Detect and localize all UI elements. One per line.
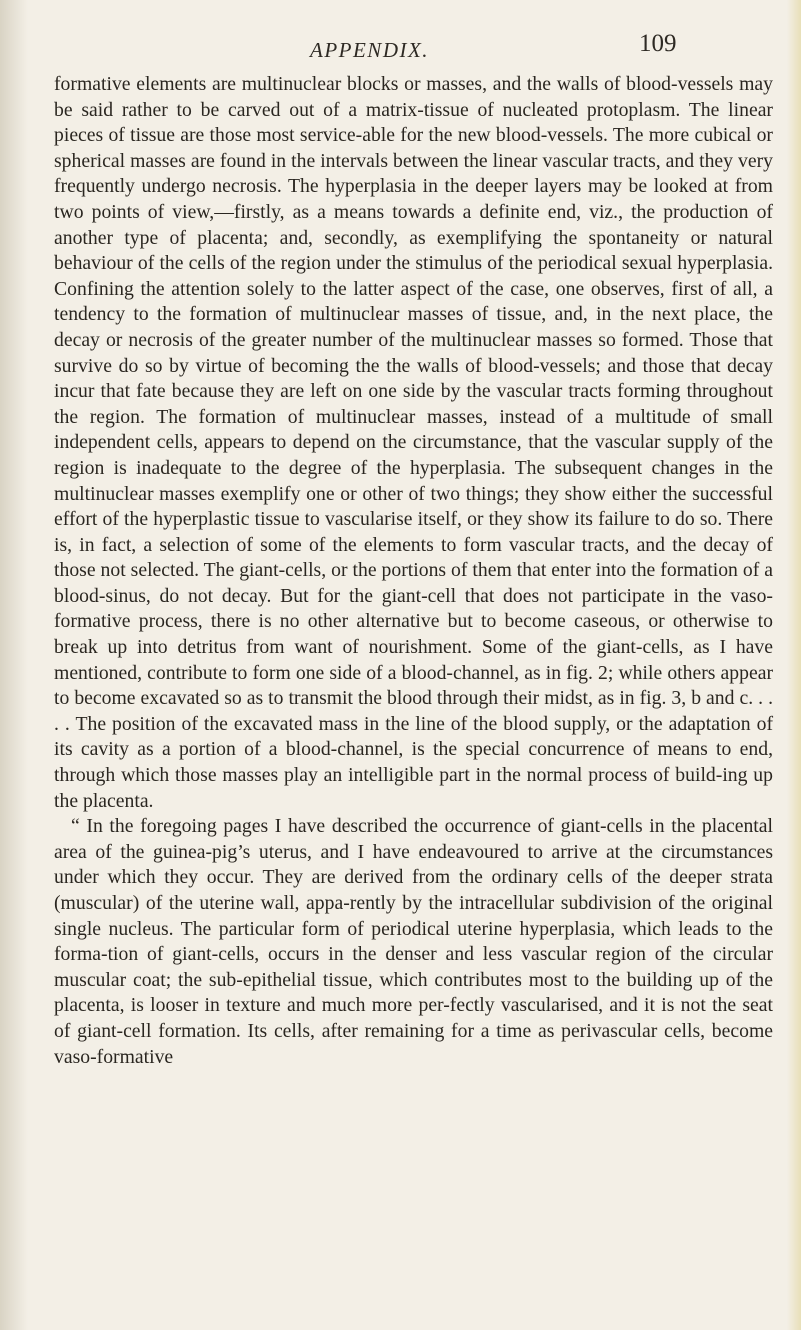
paragraph-2: “ In the foregoing pages I have described the occurrence of giant-cells in the placental area of the guinea-pig’s uterus, and I have endeavoured to arrive at the circumstances under which they occur. They are derived from the ordinary cells of the deeper strata (muscular) of the uterine wall, appa-rently by the intracellular subdivision of the original single nucleus. The particular form of periodical uterine hyperplasia, which leads to the forma-tion of giant-cells, occurs in the denser and less vascular region of the circular muscular coat; the sub-epithelial tissue, which contributes most to the building up of the placenta, is looser in texture and much more per-fectly vascularised, and it is not the seat of giant-cell formation. Its cells, after remaining for a time as perivascular cells, become vaso-formative (54, 815, 773, 1068)
paragraph-1: formative elements are multinuclear blocks or masses, and the walls of blood-vessels may be said rather to be carved out of a matrix-tissue of nucleated protoplasm. The linear pieces of tissue are those most service-able for the new blood-vessels. The more cubical or spherical masses are found in the intervals between the linear vascular tracts, and they very frequently undergo necrosis. The hyperplasia in the deeper layers may be looked at from two points of view,—firstly, as a means towards a definite end, viz., the production of another type of placenta; and, secondly, as exemplifying the spontaneity or natural behaviour of the cells of the region under the stimulus of the periodical sexual hyperplasia. Confining the attention solely to the latter aspect of the case, one observes, first of all, a tendency to the formation of multinuclear masses of tissue, and, in the next place, the decay or necrosis of the greater number of the multinuclear masses so formed. Those that survive do so by virtue of becoming the the walls of blood-vessels; and those that decay incur that fate because they are left on one side by the vascular tracts forming throughout the region. The formation of multinuclear masses, instead of a multitude of small independent cells, appears to depend on the circumstance, that the vascular supply of the region is inadequate to the degree of the hyperplasia. The subsequent changes in the multinuclear masses exemplify one or other of two things; they show either the successful effort of the hyperplastic tissue to vascularise itself, or they show its failure to do so. There is, in fact, a selection of some of the elements to form vascular tracts, and the decay of those not selected. The giant-cells, or the portions of them that enter into the formation of a blood-sinus, do not decay. But for the giant-cell that does not participate in the vaso-formative process, there is no other alternative but to become caseous, or otherwise to break up into detritus from want of nourishment. Some of the giant-cells, as I have mentioned, contribute to form one side of a blood-channel, as in fig. 2; while others appear to become excavated so as to transmit the blood through their midst, as in fig. 3, b and c. . . . . The position of the excavated mass in the line of the blood supply, or the adaptation of its cavity as a portion of a blood-channel, is the special concurrence of means to end, through which those masses play an intelligible part in the normal process of build-ing up the placenta. (54, 73, 773, 812)
running-head: APPENDIX. (310, 38, 430, 62)
page-header (0, 28, 801, 68)
body-text (54, 72, 773, 1070)
page-number: 109 (639, 30, 677, 57)
